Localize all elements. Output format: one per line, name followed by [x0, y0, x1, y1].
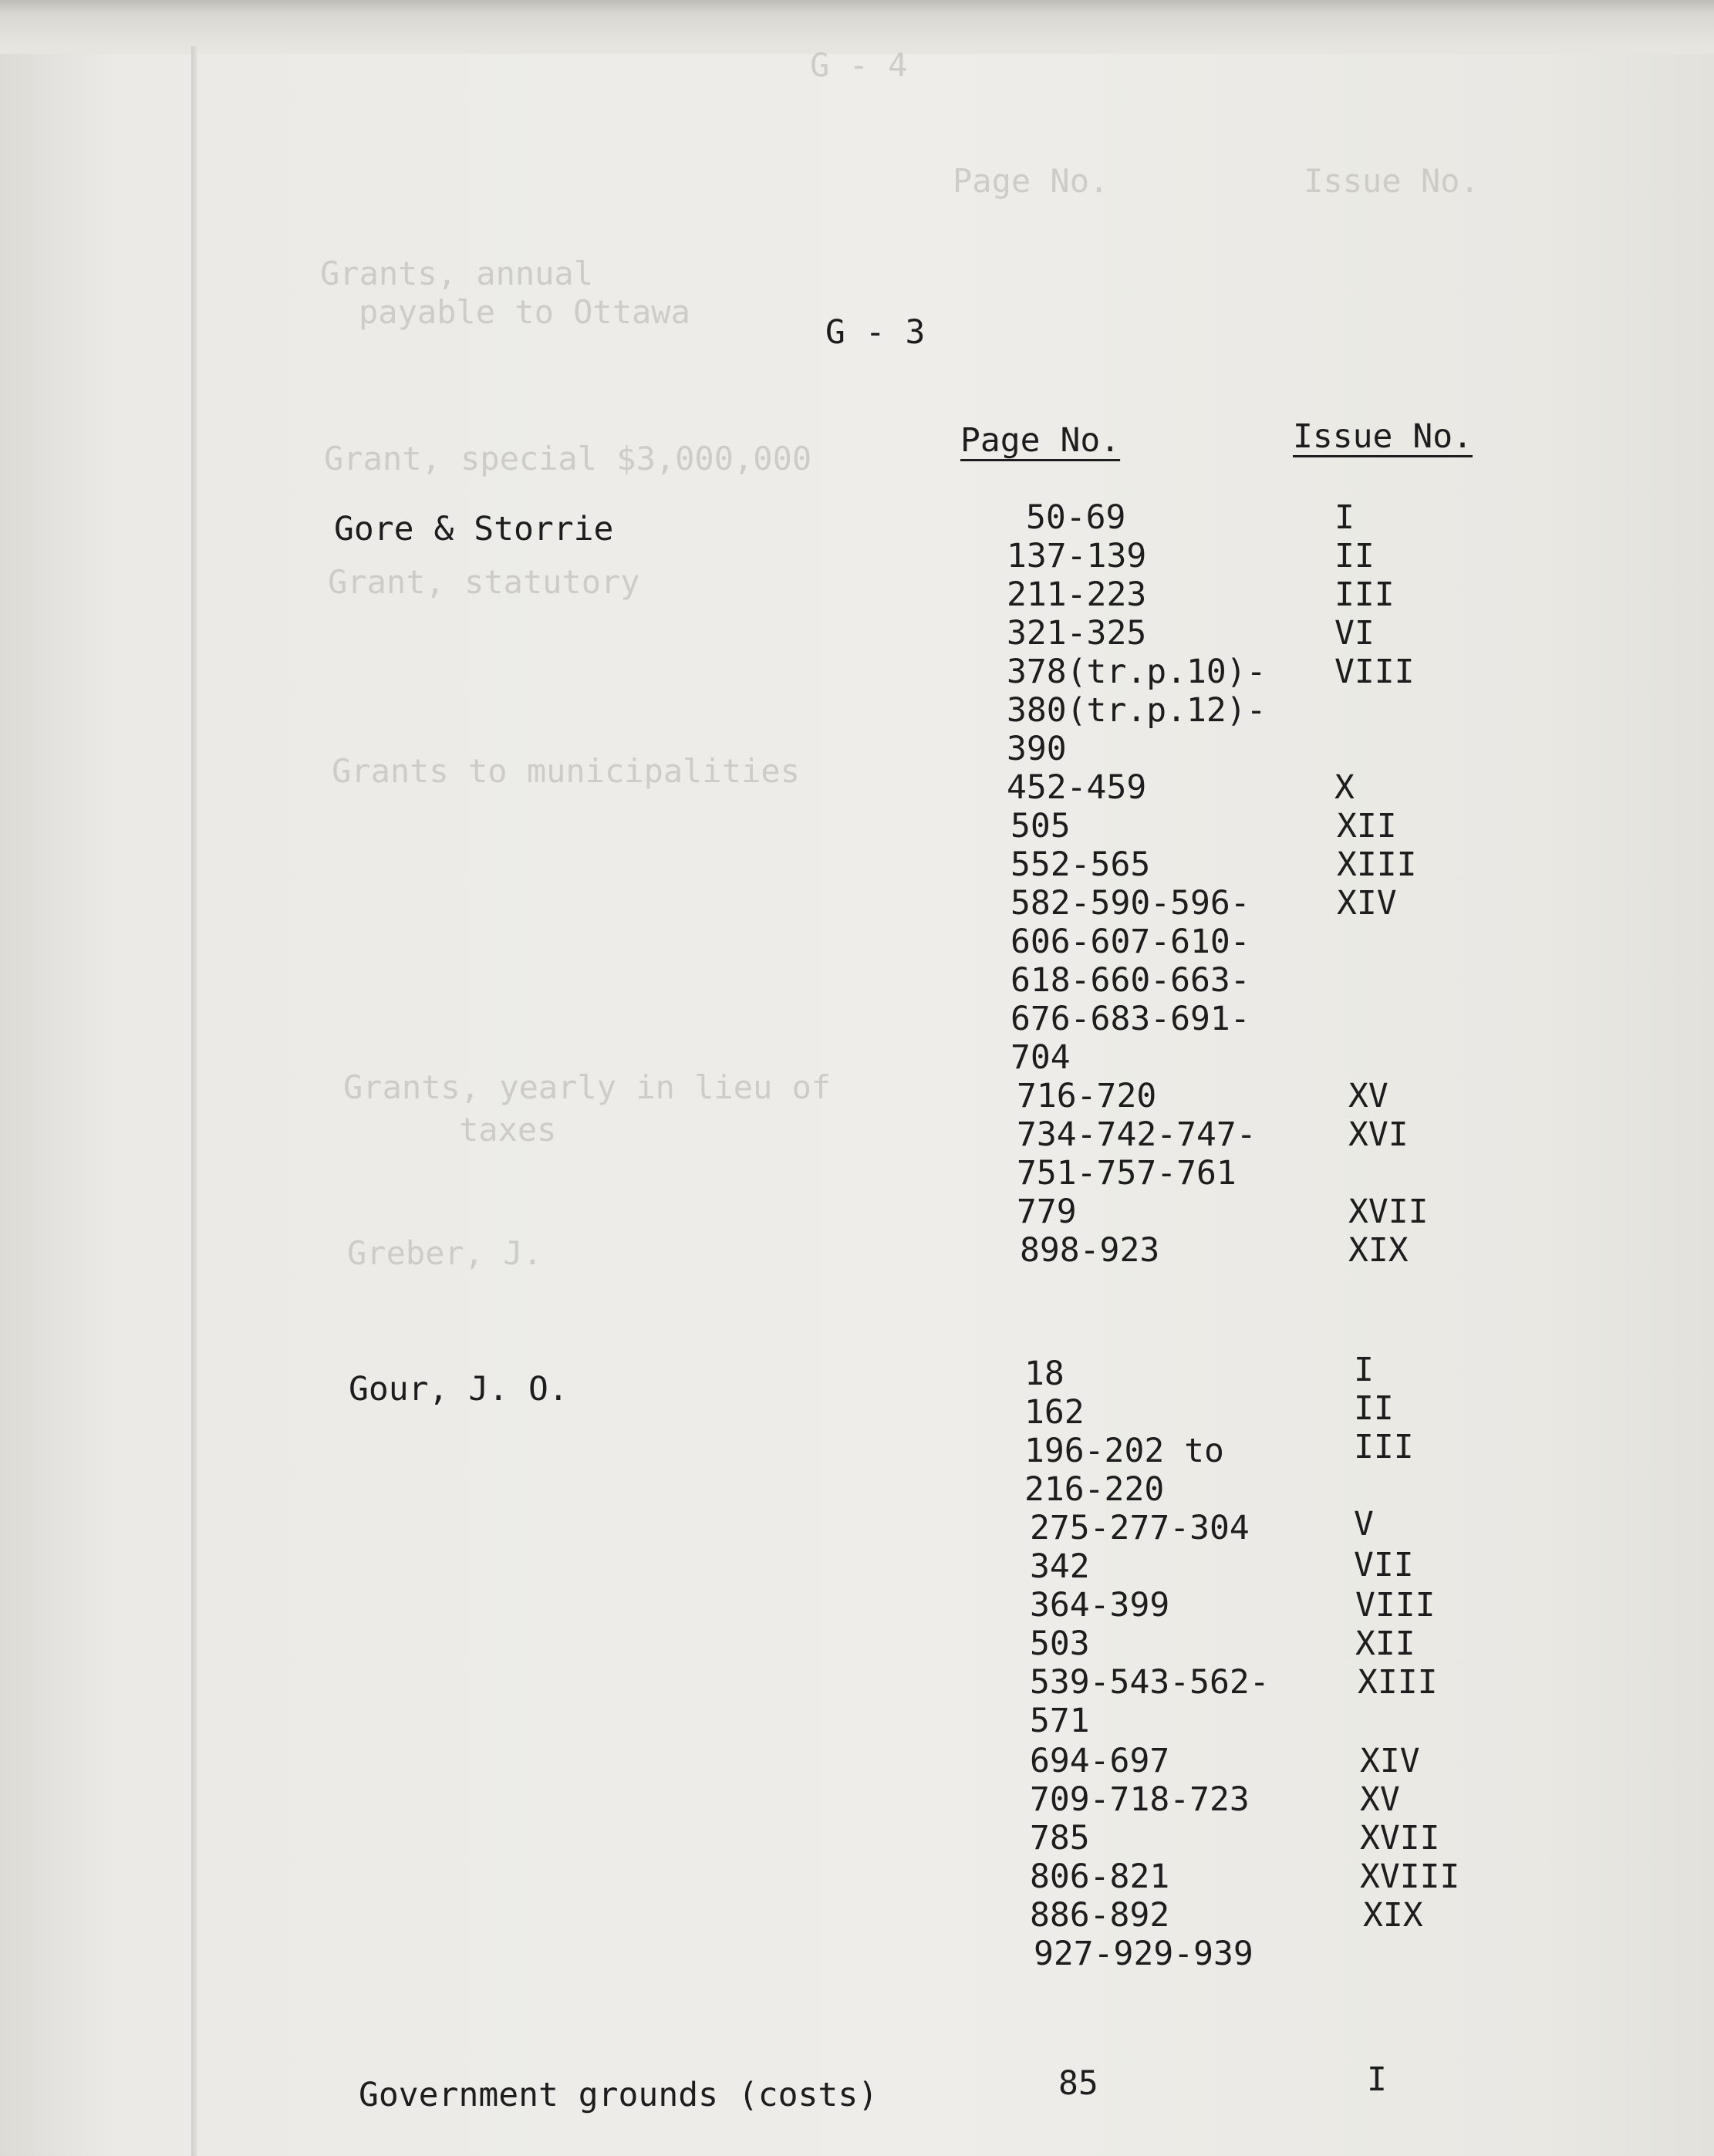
page-ref: 18: [1024, 1355, 1065, 1393]
issue-ref: I: [1367, 2060, 1387, 2099]
page-ref: 552-565: [1011, 845, 1151, 884]
page-ref: 211-223: [1007, 575, 1147, 614]
page-ref: 275-277-304: [1030, 1509, 1250, 1547]
issue-ref: VIII: [1334, 653, 1415, 691]
page-ref: 571: [1030, 1702, 1090, 1740]
entry-name: Government grounds (costs): [359, 2076, 879, 2114]
page-ref: 806-821: [1030, 1857, 1170, 1896]
issue-ref: XV: [1360, 1780, 1400, 1819]
issue-ref: XVII: [1348, 1193, 1429, 1231]
issue-ref: V: [1354, 1505, 1374, 1544]
page-ref: 704: [1011, 1038, 1071, 1077]
issue-ref: VI: [1334, 614, 1375, 653]
page-ref: 927-929-939: [1034, 1935, 1253, 1973]
issue-ref: XII: [1337, 807, 1397, 845]
issue-ref: I: [1354, 1351, 1374, 1389]
page-ref: 162: [1024, 1393, 1085, 1432]
issue-ref: XV: [1348, 1077, 1388, 1115]
page-ref: 606-607-610-: [1011, 923, 1250, 961]
binding-gutter: [191, 46, 197, 2156]
issue-no-header: Issue No.: [1293, 417, 1473, 456]
page-ref: 694-697: [1030, 1742, 1170, 1780]
page-ref: 539-543-562-: [1030, 1663, 1270, 1702]
show-through-text: Greber, J.: [347, 1234, 542, 1272]
show-through-text: Grants, annual: [320, 255, 594, 292]
issue-ref: XIX: [1363, 1896, 1423, 1935]
show-through-text: G - 4: [810, 46, 908, 84]
issue-ref: XIV: [1360, 1742, 1420, 1780]
page-ref: 196-202 to: [1024, 1432, 1224, 1470]
issue-ref: VII: [1354, 1546, 1414, 1584]
entry-name: Gour, J. O.: [349, 1370, 569, 1409]
issue-ref: I: [1334, 498, 1355, 537]
page-ref: 50-69: [1026, 498, 1126, 537]
issue-ref: II: [1334, 537, 1375, 575]
entry-name: Gore & Storrie: [334, 510, 614, 548]
page-ref: 676-683-691-: [1011, 1000, 1250, 1038]
page-ref: 364-399: [1030, 1586, 1170, 1625]
show-through-text: Grant, statutory: [328, 563, 640, 601]
show-through-text: Page No. Issue No.: [953, 162, 1480, 200]
show-through-text: Grant, special $3,000,000: [324, 440, 812, 477]
issue-ref: III: [1334, 575, 1395, 614]
issue-ref: XVII: [1360, 1819, 1440, 1857]
page-no-header: Page No.: [960, 421, 1121, 460]
issue-ref: XIII: [1358, 1663, 1438, 1702]
page-ref: 886-892: [1030, 1896, 1170, 1935]
issue-ref: XIX: [1348, 1231, 1409, 1270]
show-through-text: payable to Ottawa: [359, 293, 690, 331]
page-ref: 751-757-761: [1017, 1154, 1237, 1193]
show-through-text: taxes: [459, 1111, 557, 1149]
page-ref: 390: [1007, 730, 1067, 768]
page-ref: 716-720: [1017, 1077, 1157, 1115]
page-ref: 216-220: [1024, 1470, 1165, 1509]
page-ref: 618-660-663-: [1011, 961, 1250, 1000]
page-ref: 734-742-747-: [1017, 1115, 1257, 1154]
issue-ref: XVI: [1348, 1115, 1409, 1154]
page-ref: 898-923: [1020, 1231, 1160, 1270]
page-ref: 709-718-723: [1030, 1780, 1250, 1819]
issue-ref: VIII: [1355, 1586, 1436, 1625]
issue-ref: XVIII: [1360, 1857, 1460, 1896]
issue-ref: XII: [1355, 1625, 1415, 1663]
page-ref: 380(tr.p.12)-: [1007, 691, 1267, 730]
page-ref: 503: [1030, 1625, 1090, 1663]
page-ref: 85: [1058, 2064, 1098, 2103]
page-ref: 321-325: [1007, 614, 1147, 653]
page-ref: 779: [1017, 1193, 1077, 1231]
issue-ref: XIV: [1337, 884, 1397, 923]
issue-ref: X: [1334, 768, 1355, 807]
show-through-text: Grants to municipalities: [332, 752, 800, 790]
issue-ref: III: [1354, 1428, 1414, 1466]
page-ref: 342: [1030, 1547, 1090, 1586]
page-ref: 505: [1011, 807, 1071, 845]
show-through-text: Grants, yearly in lieu of: [343, 1068, 832, 1106]
page-ref: 785: [1030, 1819, 1090, 1857]
page-ref: 378(tr.p.10)-: [1007, 653, 1267, 691]
issue-ref: II: [1354, 1389, 1394, 1428]
issue-ref: XIII: [1337, 845, 1417, 884]
page-ref: 452-459: [1007, 768, 1147, 807]
page-ref: 582-590-596-: [1011, 884, 1250, 923]
page-ref: 137-139: [1007, 537, 1147, 575]
page-label: G - 3: [825, 313, 926, 352]
